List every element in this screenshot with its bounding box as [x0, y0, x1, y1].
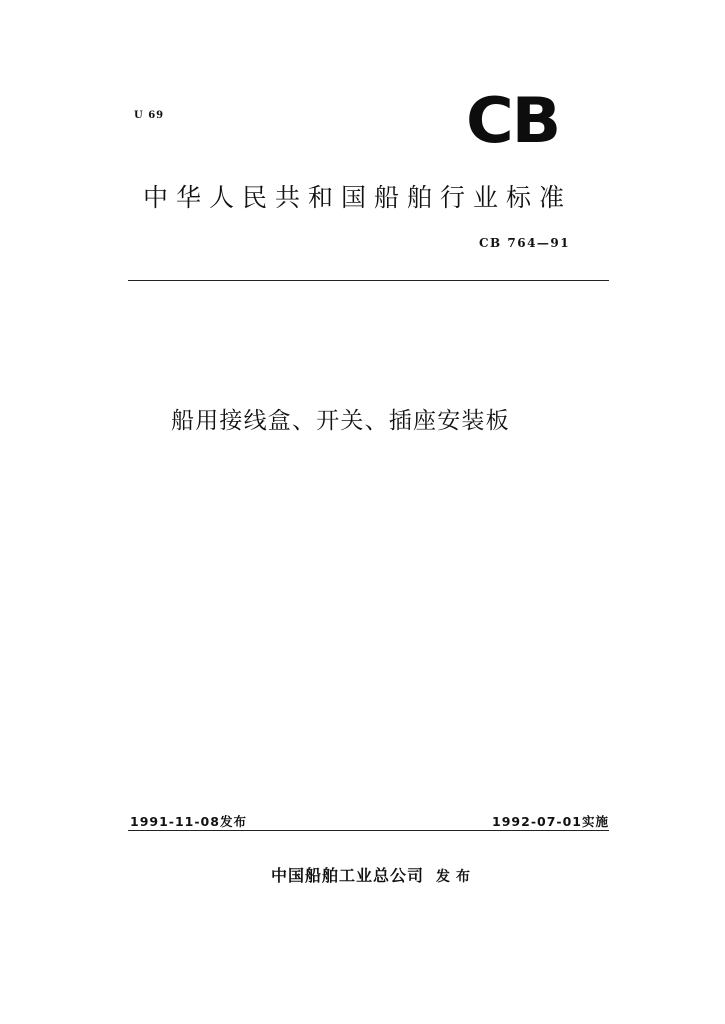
publisher-action: 发布 [436, 869, 477, 885]
standard-number: CB 764—91 [479, 236, 571, 250]
standard-category-title: 中华人民共和国船舶行业标准 [143, 183, 573, 212]
classification-code: U 69 [134, 110, 165, 121]
header-divider [128, 280, 609, 281]
footer-divider [128, 830, 609, 831]
publisher-line [271, 863, 476, 886]
issue-date: 1991-11-08发布 [130, 814, 247, 829]
document-title: 船用接线盒、开关、插座安装板 [171, 408, 510, 434]
publisher-name: 中国船舶工业总公司 [271, 866, 425, 885]
effective-date: 1992-07-01实施 [492, 814, 609, 829]
cb-logo: CB [466, 84, 560, 157]
